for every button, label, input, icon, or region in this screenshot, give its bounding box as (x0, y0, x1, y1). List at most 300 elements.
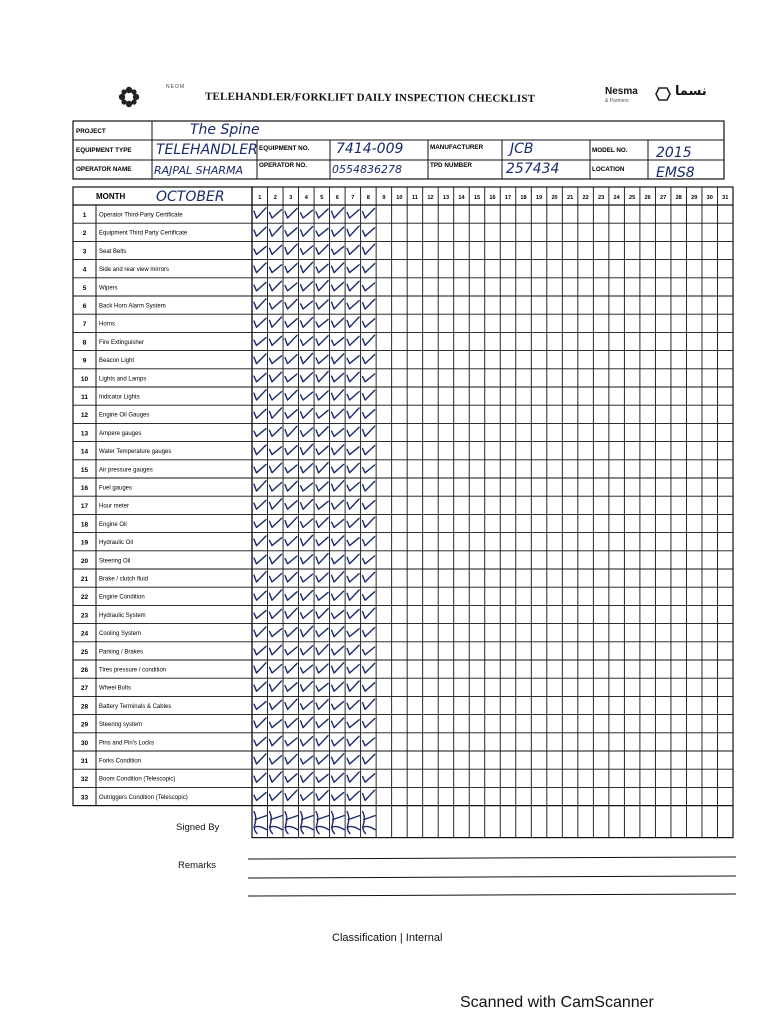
info-block (73, 121, 724, 181)
check-mark (254, 702, 266, 710)
item-number: 1 (82, 212, 87, 219)
page-title: TELEHANDLER/FORKLIFT DAILY INSPECTION CHECKLIST (204, 90, 536, 106)
check-mark (347, 756, 359, 764)
day-header: 23 (597, 195, 605, 201)
check-mark (316, 372, 328, 382)
check-mark (347, 681, 359, 691)
check-mark (316, 264, 328, 272)
check-mark (254, 737, 266, 745)
check-mark (347, 574, 359, 582)
check-mark (254, 500, 266, 509)
signature-scribble (254, 812, 267, 834)
check-mark (316, 446, 328, 454)
item-number: 2 (82, 230, 87, 238)
check-mark (316, 482, 328, 491)
brand-subtitle: & Partners (605, 98, 629, 104)
check-mark (316, 245, 328, 255)
check-mark (316, 683, 328, 691)
check-mark (270, 629, 282, 637)
check-mark (285, 374, 297, 382)
day-header: 5 (320, 195, 324, 201)
equipment-type-value: TELEHANDLER (156, 142, 258, 158)
check-mark (316, 319, 328, 327)
check-mark (332, 500, 344, 509)
item-number: 29 (80, 721, 89, 729)
item-label: Water Temperature gauges (99, 449, 172, 456)
check-mark (270, 700, 282, 709)
item-number: 30 (80, 739, 89, 747)
check-mark (347, 700, 359, 709)
item-number: 10 (80, 375, 89, 383)
check-mark (285, 299, 297, 309)
check-mark (347, 665, 359, 673)
check-mark (363, 754, 375, 764)
item-number: 25 (80, 648, 89, 656)
check-mark (254, 481, 266, 491)
check-mark (363, 647, 375, 655)
check-mark (270, 499, 282, 509)
item-number: 4 (82, 266, 87, 274)
item-number: 31 (80, 758, 89, 765)
check-mark (285, 426, 297, 436)
check-mark (347, 538, 359, 546)
check-mark (347, 226, 359, 236)
item-label: Steering Oil (99, 558, 131, 565)
check-mark (363, 481, 375, 491)
check-mark (316, 209, 328, 218)
check-mark (363, 208, 375, 218)
item-number: 27 (80, 685, 89, 693)
item-label: Fire Extinguisher (99, 339, 145, 346)
check-mark (254, 429, 266, 437)
item-number: 15 (80, 466, 89, 474)
item-label: Cooling System (99, 631, 142, 638)
check-mark (254, 227, 266, 236)
check-mark (270, 408, 282, 418)
item-number: 21 (80, 576, 89, 583)
signature-scribble (285, 812, 298, 834)
check-mark (270, 665, 282, 673)
check-mark (316, 355, 328, 363)
check-mark (301, 464, 313, 473)
item-label: Beacon Light (99, 358, 135, 365)
equipment-no-label: EQUIPMENT NO. (259, 145, 310, 152)
check-mark (347, 336, 359, 345)
check-mark (270, 609, 282, 618)
check-mark (285, 628, 297, 637)
check-mark (347, 590, 359, 600)
check-mark (332, 702, 344, 710)
check-mark (316, 573, 328, 582)
check-mark (347, 720, 359, 728)
item-number: 22 (80, 594, 89, 602)
check-mark (254, 773, 266, 782)
location-label: LOCATION (592, 166, 625, 173)
check-mark (316, 281, 328, 291)
day-header: 11 (411, 195, 418, 201)
equipment-type-label: EQUIPMENT TYPE (76, 147, 132, 154)
item-number: 26 (80, 667, 89, 674)
item-label: Pins and Pin's Locks (99, 740, 155, 747)
check-mark (347, 463, 359, 473)
check-mark (254, 247, 266, 255)
check-mark (285, 283, 297, 291)
check-mark (332, 682, 344, 691)
check-mark (270, 518, 282, 527)
check-mark (270, 736, 282, 746)
check-mark (363, 774, 375, 782)
check-mark (270, 265, 282, 273)
check-mark (363, 628, 375, 637)
check-mark (285, 501, 297, 509)
check-mark (332, 373, 344, 381)
check-mark (270, 301, 282, 309)
check-mark (270, 245, 282, 254)
item-label: Wipers (99, 285, 118, 292)
check-mark (270, 772, 282, 782)
item-label: Indicator Lights (99, 394, 140, 401)
day-header: 13 (442, 195, 450, 201)
day-header: 4 (304, 195, 308, 201)
check-mark (301, 519, 313, 527)
check-mark (285, 592, 297, 600)
signed-by-label: Signed By (176, 822, 220, 833)
check-mark (301, 301, 313, 309)
check-mark (301, 444, 313, 454)
item-label: Seat Belts (99, 248, 127, 255)
item-label: Horns (99, 321, 116, 328)
check-mark (332, 227, 344, 236)
check-mark (363, 663, 375, 673)
check-mark (347, 609, 359, 618)
item-label: Engine Condition (99, 594, 145, 601)
check-mark (332, 793, 344, 801)
check-mark (363, 608, 375, 618)
check-mark (363, 426, 375, 436)
check-mark (270, 720, 282, 728)
check-mark (347, 427, 359, 436)
check-mark (285, 264, 297, 273)
day-header: 16 (489, 195, 496, 201)
day-header: 12 (427, 195, 434, 201)
check-mark (254, 627, 266, 637)
item-label: Steering system (99, 722, 143, 729)
check-mark (301, 773, 313, 783)
check-mark (285, 663, 297, 673)
item-number: 12 (80, 412, 89, 420)
check-mark (301, 535, 313, 545)
check-mark (254, 591, 266, 600)
manufacturer-label: MANUFACTURER (430, 144, 484, 151)
check-mark (254, 536, 266, 546)
check-mark (301, 373, 313, 382)
check-mark (332, 299, 344, 309)
check-mark (270, 463, 282, 473)
day-header: 17 (504, 195, 512, 201)
check-mark (363, 264, 375, 273)
month-label: MONTH (96, 192, 126, 201)
check-mark (285, 790, 297, 800)
check-mark (347, 447, 359, 455)
check-mark (285, 683, 297, 691)
check-mark (285, 738, 297, 746)
check-mark (332, 737, 344, 745)
check-mark (270, 681, 282, 691)
item-label: Fuel gauges (99, 485, 133, 492)
signature-scribble (347, 812, 360, 834)
check-mark (254, 282, 266, 290)
item-label: Boom Condition (Telescopic) (99, 776, 176, 783)
brand-name-ar: نسما (675, 84, 707, 99)
check-mark (254, 208, 266, 218)
check-mark (270, 447, 282, 455)
check-mark (254, 682, 266, 691)
check-mark (363, 465, 375, 473)
check-mark (363, 299, 375, 309)
check-mark (316, 700, 328, 710)
check-mark (332, 718, 344, 728)
item-number: 18 (80, 521, 89, 529)
check-mark (316, 518, 328, 528)
check-mark (347, 629, 359, 637)
item-number: 13 (80, 430, 89, 438)
check-mark (301, 246, 313, 254)
check-mark (285, 572, 297, 582)
check-mark (285, 335, 297, 345)
check-mark (301, 665, 313, 673)
check-mark (254, 445, 266, 455)
check-mark (301, 574, 313, 582)
check-mark (285, 719, 297, 728)
check-mark (270, 574, 282, 582)
check-mark (363, 790, 375, 800)
item-label: Engine Oil Gauges (99, 412, 150, 419)
checklist-grid (73, 187, 733, 838)
check-mark (347, 356, 359, 364)
check-mark (332, 390, 344, 400)
day-header: 31 (722, 195, 729, 201)
item-number: 20 (80, 557, 89, 565)
check-mark (316, 609, 328, 619)
check-mark (363, 319, 375, 327)
check-mark (347, 301, 359, 309)
check-mark (347, 499, 359, 509)
signature-scribble (363, 812, 376, 834)
check-mark (316, 664, 328, 673)
check-mark (347, 210, 359, 218)
check-mark (316, 554, 328, 564)
check-mark (316, 628, 328, 636)
day-header: 3 (289, 195, 293, 201)
check-mark (301, 210, 313, 218)
check-mark (301, 701, 313, 709)
check-mark (347, 736, 359, 746)
item-number: 19 (80, 539, 89, 547)
check-mark (332, 646, 344, 654)
remarks-lines (248, 857, 736, 896)
check-mark (363, 738, 375, 746)
item-label: Brake / clutch fluid (99, 576, 149, 583)
day-header: 10 (396, 195, 403, 201)
day-header: 15 (473, 195, 481, 201)
classification-label: Classification | Internal (332, 932, 443, 944)
check-mark (347, 372, 359, 382)
check-mark (332, 591, 344, 600)
check-mark (285, 481, 297, 491)
check-mark (285, 244, 297, 254)
check-mark (254, 718, 266, 728)
check-mark (347, 554, 359, 564)
tpd-number-value: 257434 (506, 161, 560, 177)
item-label: Back Horn Alarm System (99, 303, 166, 310)
check-mark (301, 227, 313, 237)
check-mark (285, 608, 297, 618)
day-header: 28 (675, 195, 682, 201)
check-mark (254, 793, 266, 801)
check-mark (363, 501, 375, 509)
org-tag: NEOM (166, 84, 185, 90)
item-label: Outriggers Condition (Telescopic) (99, 794, 188, 801)
item-number: 16 (80, 485, 89, 492)
day-header: 8 (366, 195, 370, 201)
check-mark (285, 556, 297, 564)
check-mark (347, 772, 359, 782)
check-mark (332, 282, 344, 290)
item-number: 33 (80, 794, 89, 802)
brand-name-en: Nesma (605, 86, 638, 97)
item-label: Engine Oil (99, 521, 127, 528)
check-mark (363, 228, 375, 236)
day-header: 6 (335, 195, 339, 201)
check-mark (316, 755, 328, 764)
item-number: 28 (80, 703, 89, 711)
check-mark (363, 335, 375, 345)
check-mark (285, 647, 297, 655)
check-mark (270, 392, 282, 400)
check-mark (301, 792, 313, 800)
check-mark (332, 572, 344, 582)
item-label: Forks Condition (99, 758, 142, 765)
operator-no-value: 0554836278 (332, 163, 402, 176)
check-mark (254, 663, 266, 673)
check-mark (270, 590, 282, 600)
check-mark (254, 464, 266, 472)
item-number: 14 (80, 448, 89, 456)
item-label: Lights and Lamps (99, 376, 147, 383)
check-mark (270, 336, 282, 345)
check-mark (301, 555, 313, 564)
check-mark (332, 773, 344, 782)
check-mark (254, 754, 266, 764)
project-value: The Spine (190, 122, 260, 138)
item-label: Air pressure gauges (99, 467, 153, 474)
check-mark (332, 354, 344, 364)
signature-scribble (301, 812, 314, 834)
check-mark (285, 754, 297, 764)
check-mark (301, 428, 313, 436)
day-header: 22 (582, 195, 589, 201)
check-mark (270, 756, 282, 764)
check-mark (347, 265, 359, 273)
check-mark (316, 336, 328, 346)
check-mark (332, 627, 344, 637)
check-mark (347, 483, 359, 491)
check-mark (270, 317, 282, 327)
check-mark (254, 611, 266, 619)
scanner-watermark: Scanned with CamScanner (460, 994, 654, 1011)
check-mark (363, 592, 375, 600)
check-mark (363, 683, 375, 691)
day-header: 1 (258, 195, 262, 201)
check-mark (254, 354, 266, 364)
check-mark (332, 611, 344, 619)
check-mark (270, 226, 282, 236)
check-mark (301, 282, 313, 291)
item-label: Parking / Brakes (99, 649, 144, 656)
check-mark (363, 719, 375, 728)
item-number: 8 (82, 339, 87, 347)
check-mark (254, 299, 266, 309)
item-label: Side and rear view mirrors (99, 267, 170, 274)
manufacturer-value: JCB (510, 141, 534, 157)
check-mark (285, 208, 297, 218)
check-mark (270, 356, 282, 364)
check-mark (332, 247, 344, 255)
item-number: 7 (82, 321, 87, 329)
check-mark (332, 409, 344, 418)
item-number: 32 (80, 776, 89, 784)
day-header: 30 (706, 195, 713, 201)
check-mark (316, 300, 328, 309)
check-mark (316, 736, 328, 746)
check-mark (363, 410, 375, 418)
check-mark (347, 645, 359, 655)
check-mark (316, 791, 328, 801)
check-mark (316, 592, 328, 600)
tpd-number-label: TPD NUMBER (430, 162, 472, 169)
check-mark (270, 791, 282, 800)
check-mark (254, 572, 266, 582)
check-mark (316, 645, 328, 655)
check-mark (254, 409, 266, 418)
check-mark (270, 554, 282, 564)
item-number: 17 (80, 503, 89, 511)
day-header: 26 (644, 195, 651, 201)
day-header: 25 (629, 195, 636, 201)
check-mark (301, 500, 313, 510)
check-mark (332, 429, 344, 437)
check-mark (254, 318, 266, 327)
check-mark (363, 283, 375, 291)
check-mark (347, 281, 359, 291)
check-mark (316, 719, 328, 727)
item-number: 24 (80, 630, 89, 638)
check-mark (254, 646, 266, 654)
month-value: OCTOBER (156, 189, 225, 205)
check-mark (301, 262, 313, 272)
model-no-label: MODEL NO. (592, 147, 628, 154)
day-header: 14 (458, 195, 465, 201)
signature-scribble (270, 812, 283, 834)
check-mark (332, 754, 344, 764)
check-mark (332, 481, 344, 491)
check-mark (363, 556, 375, 564)
check-mark (285, 319, 297, 327)
check-mark (347, 408, 359, 418)
check-mark (270, 645, 282, 655)
check-mark (347, 791, 359, 800)
check-mark (270, 210, 282, 218)
